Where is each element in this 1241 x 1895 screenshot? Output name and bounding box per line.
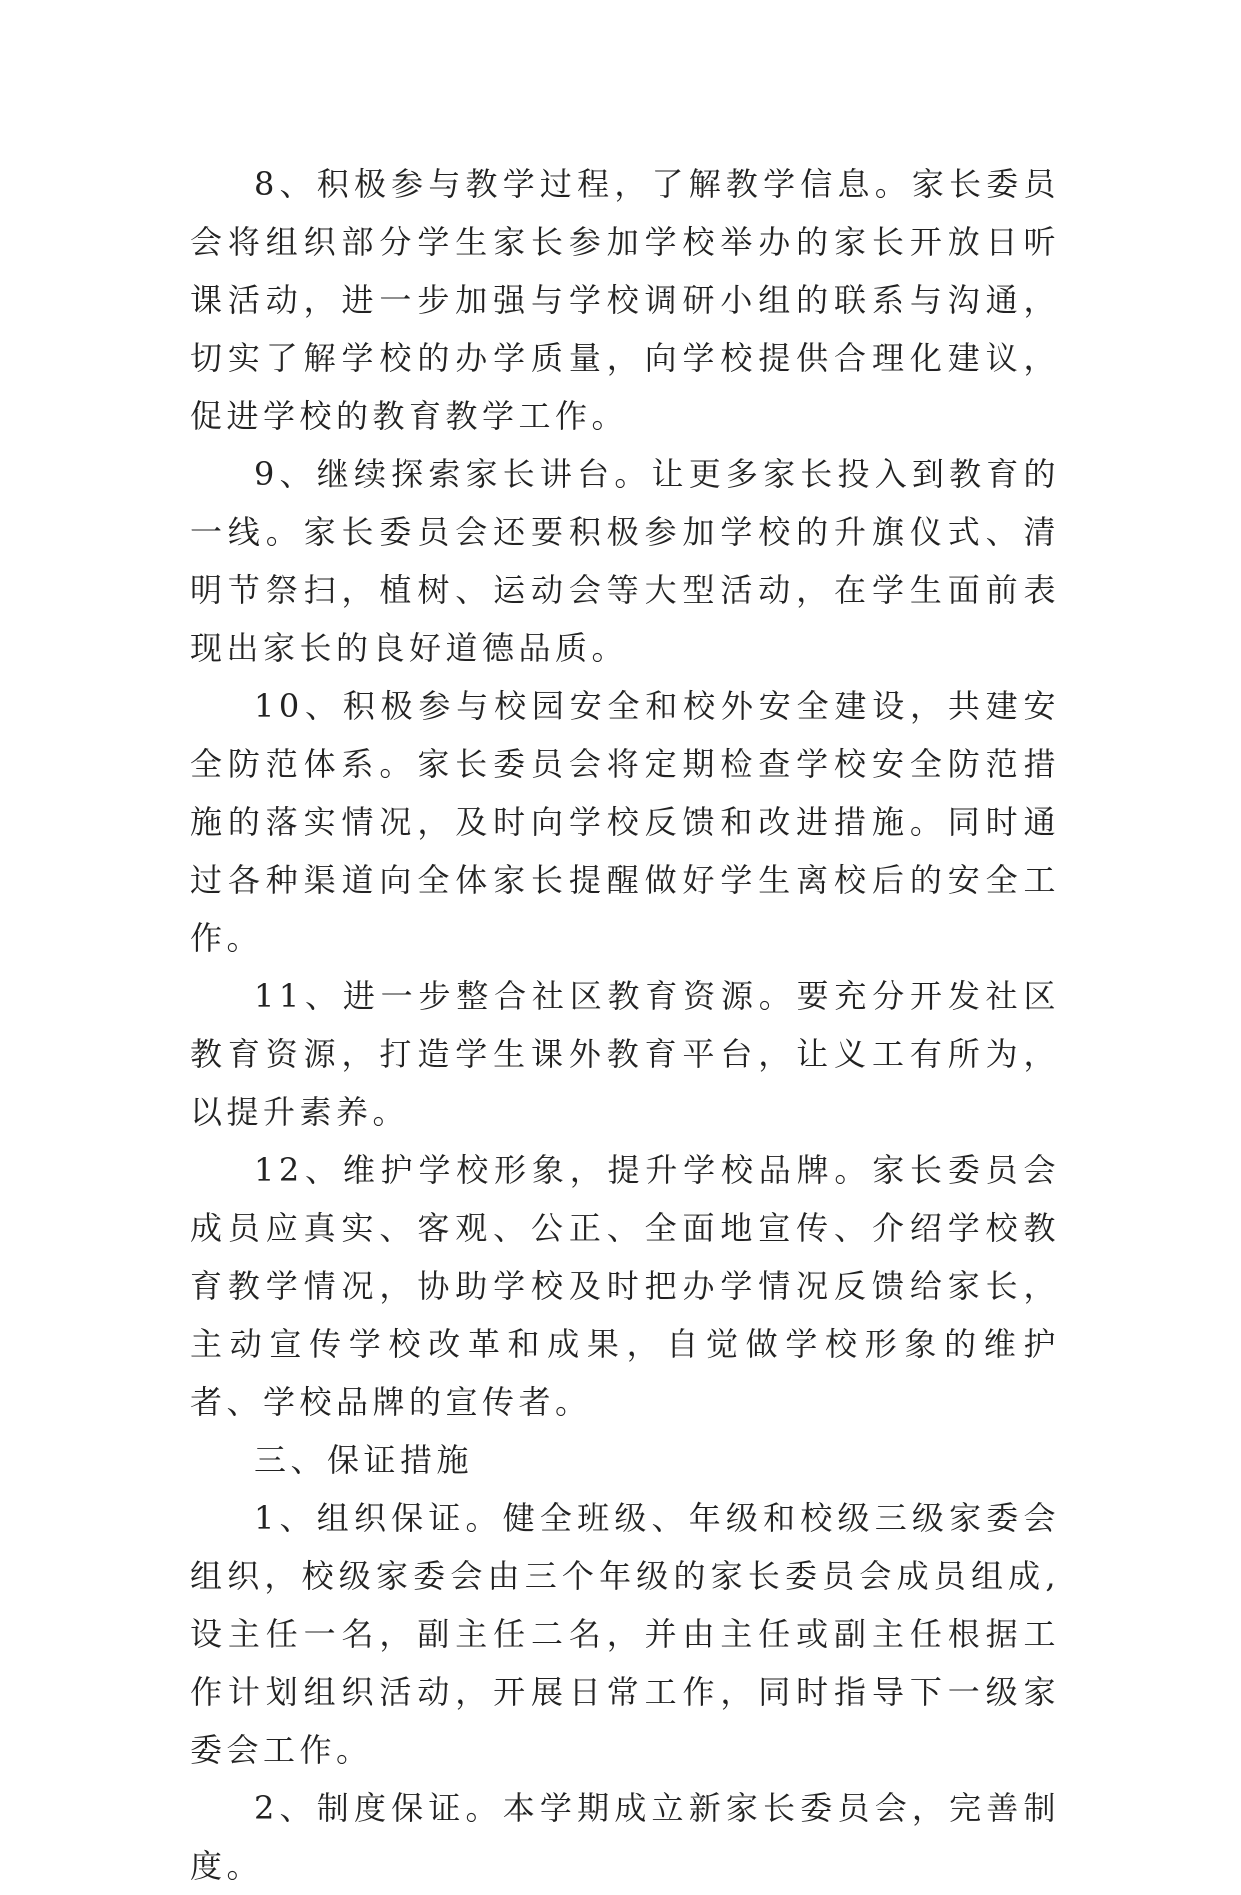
- paragraph-system-guarantee: 2、制度保证。本学期成立新家长委员会，完善制度。: [190, 1789, 1060, 1885]
- paragraph-item-8: 8、积极参与教学过程，了解教学信息。家长委员会将组织部分学生家长参加学校举办的家长开放日听课活动，进一步加强与学校调研小组的联系与沟通，切实了解学校的办学质量，向学校提供合理化建议，促进学校的教育教学工作。: [190, 165, 1060, 435]
- paragraph-item-10: 10、积极参与校园安全和校外安全建设，共建安全防范体系。家长委员会将定期检查学校安全防范措施的落实情况，及时向学校反馈和改进措施。同时通过各种渠道向全体家长提醒做好学生离校后的安全工作。: [190, 687, 1060, 957]
- paragraph-item-9: 9、继续探索家长讲台。让更多家长投入到教育的一线。家长委员会还要积极参加学校的升旗仪式、清明节祭扫，植树、运动会等大型活动，在学生面前表现出家长的良好道德品质。: [190, 455, 1060, 667]
- paragraph-item-11: 11、进一步整合社区教育资源。要充分开发社区教育资源，打造学生课外教育平台，让义工有所为，以提升素养。: [190, 977, 1060, 1131]
- paragraph-item-12: 12、维护学校形象，提升学校品牌。家长委员会成员应真实、客观、公正、全面地宣传、介绍学校教育教学情况，协助学校及时把办学情况反馈给家长，主动宣传学校改革和成果，自觉做学校形象的维护者、学校品牌的宣传者。: [190, 1151, 1060, 1421]
- section-heading-guarantee-measures: 三、保证措施: [254, 1441, 474, 1479]
- paragraph-organization-guarantee: 1、组织保证。健全班级、年级和校级三级家委会组织，校级家委会由三个年级的家长委员会成员组成,设主任一名，副主任二名，并由主任或副主任根据工作计划组织活动，开展日常工作，同时指导下一级家委会工作。: [190, 1499, 1060, 1769]
- document-body: [190, 155, 1060, 1895]
